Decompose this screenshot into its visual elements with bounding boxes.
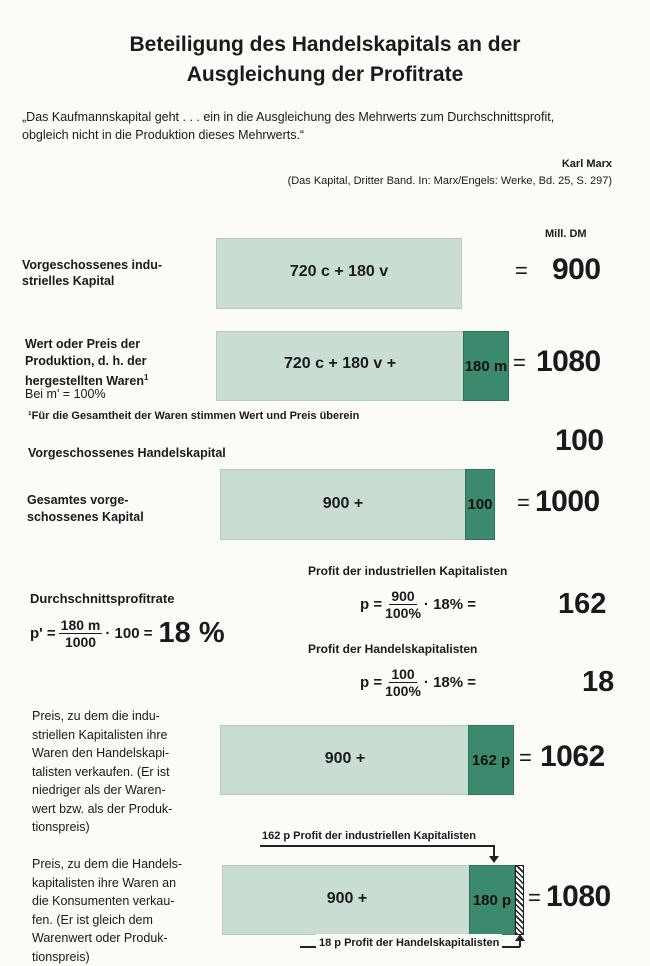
price-trade-bar-text: 900 +: [222, 890, 472, 908]
profit-industrial-formula: [360, 584, 476, 624]
price-industrial-total: 1062: [540, 740, 605, 774]
price-trade-total: 1080: [546, 880, 611, 914]
quote-source: (Das Kapital, Dritter Band. In: Marx/Engels: Werke, Bd. 25, S. 297): [0, 172, 612, 190]
avg-rate-fraction: [59, 617, 103, 650]
profit-industrial-denominator: 100%: [385, 605, 421, 621]
profit-trade-numerator: 100: [389, 666, 416, 683]
profit-trade-result: 18: [582, 665, 614, 699]
price-industrial-label-line: talisten verkaufen. (Er ist: [32, 763, 212, 782]
profit-trade-mult: · 18% =: [424, 674, 476, 691]
profit-trade-label: Profit der Handelskapitalisten: [308, 640, 477, 658]
industrial-total: 900: [552, 253, 601, 287]
price-industrial-label-line: striellen Kapitalisten ihre: [32, 726, 212, 745]
price-trade-label-line: fen. (Er ist gleich dem: [32, 911, 212, 930]
value-footnote: ¹Für die Gesamtheit der Waren stimmen Wert und Preis überein: [28, 410, 359, 422]
price-industrial-label-line: niedriger als der Waren-: [32, 781, 212, 800]
avg-rate-numerator: 180 m: [59, 617, 103, 634]
total-capital-equals: =: [517, 490, 530, 516]
price-trade-label-line: tionspreis): [32, 948, 212, 966]
total-capital-total: 1000: [535, 485, 600, 519]
value-label-4: Bei m' = 100%: [25, 385, 106, 404]
price-industrial-equals: =: [519, 745, 532, 771]
avg-rate-result: 18 %: [159, 616, 225, 650]
arrow-up-icon: [515, 934, 525, 941]
quote-line-2: obgleich nicht in die Produktion dieses Mehrwerts.“: [22, 126, 622, 144]
price-trade-hatched-segment: [515, 865, 524, 935]
quote-line-1: „Das Kaufmannskapital geht . . . ein in die Ausgleichung des Mehrwerts zum Durchschnittsprofit,: [22, 108, 622, 126]
profit-industrial-label: Profit der industriellen Kapitalisten: [308, 562, 507, 580]
profit-industrial-fraction: [385, 588, 421, 621]
profit-industrial-numerator: 900: [389, 588, 416, 605]
price-trade-label: [32, 855, 212, 966]
price-trade-label-line: Preis, zu dem die Handels-: [32, 855, 212, 874]
value-surplus-segment: 180 m: [463, 331, 509, 401]
annotation-top-line: [260, 845, 494, 847]
value-total: 1080: [536, 345, 601, 379]
price-trade-label-line: kapitalisten ihre Waren an: [32, 874, 212, 893]
price-trade-equals: =: [528, 885, 541, 911]
unit-label: Mill. DM: [545, 225, 587, 243]
avg-rate-label: Durchschnittsprofitrate: [30, 590, 174, 608]
profit-industrial-mult: · 18% =: [424, 596, 476, 613]
value-equals: =: [513, 350, 526, 376]
total-capital-trade-segment: 100: [465, 469, 495, 540]
trade-label: Vorgeschossenes Handelskapital: [28, 444, 226, 462]
title-line-1: Beteiligung des Handelskapitals an der: [0, 30, 650, 60]
value-bar-text: 720 c + 180 v +: [216, 355, 464, 373]
price-industrial-profit-segment: 162 p: [468, 725, 514, 795]
industrial-equals: =: [515, 258, 528, 284]
profit-trade-formula: [360, 662, 476, 702]
price-industrial-label-line: wert bzw. als der Produk-: [32, 800, 212, 819]
profit-industrial-result: 162: [558, 587, 606, 621]
industrial-bar-text: 720 c + 180 v: [216, 263, 462, 281]
avg-rate-denominator: 1000: [65, 634, 96, 650]
profit-industrial-lhs: p =: [360, 596, 382, 613]
industrial-label-2: strielles Kapital: [22, 272, 114, 290]
trade-total: 100: [555, 424, 604, 458]
avg-rate-formula: [30, 613, 225, 653]
total-capital-label-1: Gesamtes vorge-: [27, 491, 128, 509]
profit-trade-denominator: 100%: [385, 683, 421, 699]
total-capital-label-2: schossenes Kapital: [27, 508, 144, 526]
profit-trade-fraction: [385, 666, 421, 699]
avg-rate-mult: · 100 =: [105, 625, 152, 642]
value-label-2: Produktion, d. h. der: [25, 352, 147, 370]
price-industrial-label-line: tionspreis): [32, 818, 212, 837]
price-trade-annotation-bottom: 18 p Profit der Handelskapitalisten: [316, 934, 502, 952]
price-industrial-label-line: Waren den Handelskapi-: [32, 744, 212, 763]
profit-trade-lhs: p =: [360, 674, 382, 691]
price-trade-label-line: die Konsumenten verkau-: [32, 892, 212, 911]
industrial-label-1: Vorgeschossenes indu-: [22, 256, 162, 274]
avg-rate-lhs: p' =: [30, 625, 56, 642]
price-trade-annotation-top: 162 p Profit der industriellen Kapitalisten: [262, 827, 476, 845]
value-label-1: Wert oder Preis der: [25, 335, 140, 353]
price-trade-label-line: Warenwert oder Produk-: [32, 929, 212, 948]
arrow-down-icon: [489, 856, 499, 863]
value-label-3: hergestellten Waren$^1$: [25, 369, 148, 390]
title-line-2: Ausgleichung der Profitrate: [0, 60, 650, 90]
total-capital-bar-text: 900 +: [220, 495, 466, 513]
price-industrial-label: [32, 707, 212, 837]
price-industrial-bar-text: 900 +: [220, 750, 470, 768]
quote-author: Karl Marx: [0, 155, 612, 173]
price-industrial-label-line: Preis, zu dem die indu-: [32, 707, 212, 726]
price-trade-profit-segment: 180 p: [469, 865, 515, 935]
